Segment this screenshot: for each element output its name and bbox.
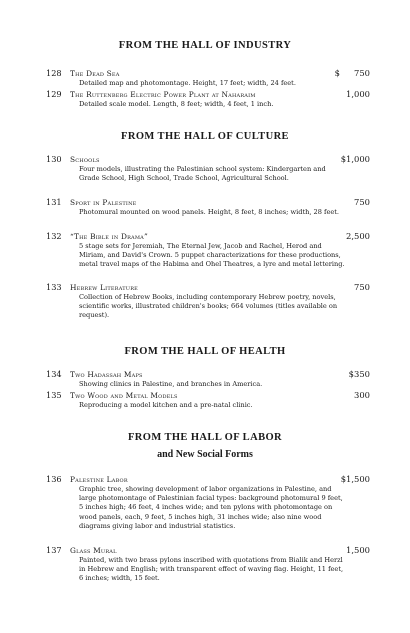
entry-title: Hebrew Literature	[70, 283, 139, 292]
entry-number: 136	[46, 474, 62, 484]
entry-price: $1,500	[340, 474, 370, 484]
entry-number: 133	[46, 282, 62, 292]
entry-number: 130	[46, 154, 62, 164]
entry-number: 131	[46, 197, 62, 207]
entry-price: 2,500	[346, 231, 370, 241]
entry-price: $1,000	[340, 154, 370, 164]
entry-description: Graphic tree, showing development of labor organizations in Palestine, and large photomontage of Palestinian facial types: background photomural 9 feet, 5 inches high; 46 feet, 4 inches wide; and ten pylons with photomontage on wood panels, each, 9 feet, 5 inches high, 31 inches wide; also nine wood diagrams giving labor and industrial statistics.	[79, 485, 343, 530]
entry-description: Reproducing a model kitchen and a pre-natal clinic.	[79, 401, 253, 409]
entry-currency: $	[334, 68, 340, 78]
entry-description: 5 stage sets for Jeremiah, The Eternal Jew, Jacob and Rachel, Herod and Miriam, and David's Crown. 5 puppet characterizations for these productions, metal travel maps of the Habima and Ohel Theatres, a lyre and metal lettering.	[79, 242, 345, 269]
entry-price: 750	[354, 197, 370, 207]
entry-price: $350	[348, 369, 370, 379]
entry-number: 132	[46, 231, 62, 241]
entry-title: Sport in Palestine	[70, 198, 137, 207]
section-heading-culture: FROM THE HALL OF CULTURE	[121, 131, 289, 142]
entry-title: Glass Mural	[70, 546, 117, 555]
entry-description: Collection of Hebrew Books, including contemporary Hebrew poetry, novels, scientific works, illustrated children's books; 664 volumes (titles available on request).	[79, 293, 338, 320]
entry-description: Four models, illustrating the Palestinian school system: Kindergarten and Grade School, High School, Trade School, Agricultural School.	[79, 165, 326, 183]
entry-description: Showing clinics in Palestine, and branches in America.	[79, 380, 263, 388]
entry-number: 137	[46, 545, 62, 555]
entry-price: 750	[354, 282, 370, 292]
entry-title: Two Wood and Metal Models	[70, 391, 178, 400]
entry-number: 129	[46, 89, 62, 99]
entry-title: The Ruttenberg Electric Power Plant at Naharaim	[70, 90, 256, 99]
entry-number: 135	[46, 390, 62, 400]
entry-price: 1,000	[346, 89, 370, 99]
entry-title: “The Bible in Drama”	[70, 232, 148, 241]
entry-price: 300	[354, 390, 370, 400]
section-heading-health: FROM THE HALL OF HEALTH	[124, 346, 286, 357]
section-heading-industry: FROM THE HALL OF INDUSTRY	[118, 40, 292, 51]
entry-title: Two Hadassah Maps	[70, 370, 143, 379]
entry-number: 128	[46, 68, 62, 78]
entry-title: The Dead Sea	[70, 69, 120, 78]
entry-description: Detailed map and photomontage. Height, 17 feet; width, 24 feet.	[79, 79, 296, 87]
entry-description: Detailed scale model. Length, 8 feet; width, 4 feet, 1 inch.	[79, 100, 274, 108]
entry-description: Painted, with two brass pylons inscribed with quotations from Bialik and Herzl in Hebrew and English; with transparent effect of waving flag. Height, 11 feet, 6 inches; width, 15 feet.	[79, 556, 344, 583]
entry-title: Schools	[70, 155, 100, 164]
entry-description: Photomural mounted on wood panels. Height, 8 feet, 8 inches; width, 28 feet.	[79, 208, 340, 216]
entry-number: 134	[46, 369, 62, 379]
entry-price: 750	[354, 68, 370, 78]
entry-title: Palestine Labor	[70, 475, 128, 484]
section-subheading-labor: and New Social Forms	[157, 449, 253, 460]
entry-price: 1,500	[346, 545, 370, 555]
section-heading-labor: FROM THE HALL OF LABOR	[127, 432, 283, 443]
